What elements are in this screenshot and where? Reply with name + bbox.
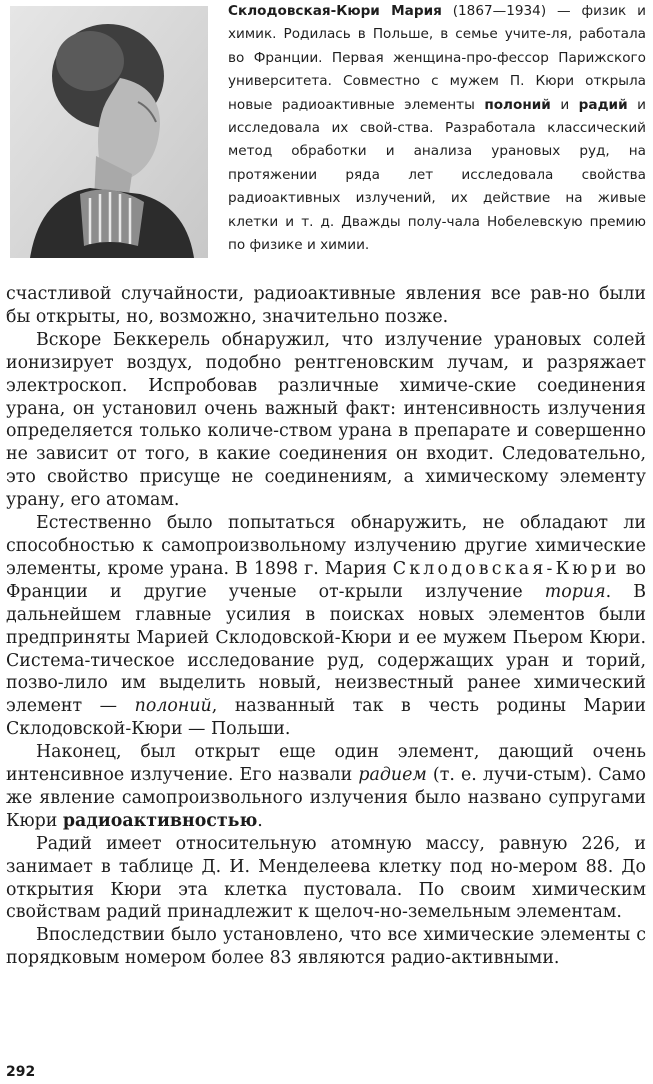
page-number: 292 <box>6 1064 36 1080</box>
paragraph-0: счастливой случайности, радиоактивные явления все рав-но были бы открыты, но, возможно, значительно позже. <box>6 284 646 327</box>
paragraph-4: Радий имеет относительную атомную массу, равную 226, и занимает в таблице Д. И. Менделеева клетку под но-мером 88. До открытия Кюри эта клетка пустовала. По своим химическим свойствам радий принадлежит к щелоч-но-земельным элементам. <box>6 833 646 923</box>
p3-text-b: (т. е. лучи-стым). Само же явление самопроизвольного излучения было названо супругами Кюри <box>6 765 647 831</box>
paragraph-3 <box>6 741 646 833</box>
main-text <box>6 283 646 970</box>
p2-text-b: во Франции и другие ученые от-крыли излучение <box>6 558 647 602</box>
p2-text-c: . В дальнейшем главные усилия в поисках новых элементов были предприняты Марией Склодовской-Кюри и ее мужем Пьером Кюри. Система-тическое исследование руд, содержащих уран и торий, позво-лило им выделить новый, неизвестный ранее химический элемент — <box>6 581 646 717</box>
bio-and: и <box>560 96 570 113</box>
bio-name: Склодовская-Кюри Мария <box>228 3 442 19</box>
bio-radium: радий <box>578 96 628 113</box>
biography-text <box>228 0 646 257</box>
p2-text-d: , названный так в честь родины Марии Склодовской-Кюри — Польши. <box>6 696 646 740</box>
portrait-photo <box>10 6 208 258</box>
biography-box <box>0 0 653 268</box>
p2-polonium: полоний <box>134 696 212 717</box>
p3-radium: радием <box>358 765 427 786</box>
bio-text-part2: и исследовала их свой-ства. Разработала классический метод обработки и анализа урановых руд, на протяжении ряда лет исследовала свойства радиоактивных излучений, их действие на живые клетки и т. д. Дважды полу-чала Нобелевскую премию по физике и химии. <box>228 96 646 254</box>
p3-text-a: Наконец, был открыт еще один элемент, дающий очень интенсивное излучение. Его назвали <box>6 742 646 786</box>
paragraph-5: Впоследствии было установлено, что все химические элементы с порядковым номером более 83 являются радио-активными. <box>6 925 646 969</box>
paragraph-1: Вскоре Беккерель обнаружил, что излучение урановых солей ионизирует воздух, подобно рентгеновским лучам, и разряжает электроскоп. Испробовав различные химиче-ские соединения урана, он установил очень важный факт: интенсивность излучения определяется только количе-ством урана в препарате и совершенно не зависит от того, в какие соединения он входит. Следовательно, это свойство присуще не соединениям, а химическому элементу урану, его атомам. <box>6 329 646 511</box>
p2-name: Склодовская-Кюри <box>392 558 620 579</box>
bio-polonium: полоний <box>484 96 551 113</box>
p3-radioactivity: радиоактивностью <box>62 810 258 831</box>
paragraph-2 <box>6 512 646 741</box>
p2-text-a: Естественно было попытаться обнаружить, не обладают ли способностью к самопроизвольному излучению другие химические элементы, кроме урана. В 1898 г. Мария <box>6 513 646 579</box>
bio-text-part1: физик и химик. Родилась в Польше, в семье учите-ля, работала во Франции. Первая женщина-про-фессор Парижского университета. Совместно с мужем П. Кюри открыла новые радиоактивные элементы <box>228 3 646 113</box>
p3-text-c: . <box>257 810 263 831</box>
bio-dates: (1867—1934) — <box>452 3 571 19</box>
p2-thorium: тория <box>544 581 606 602</box>
